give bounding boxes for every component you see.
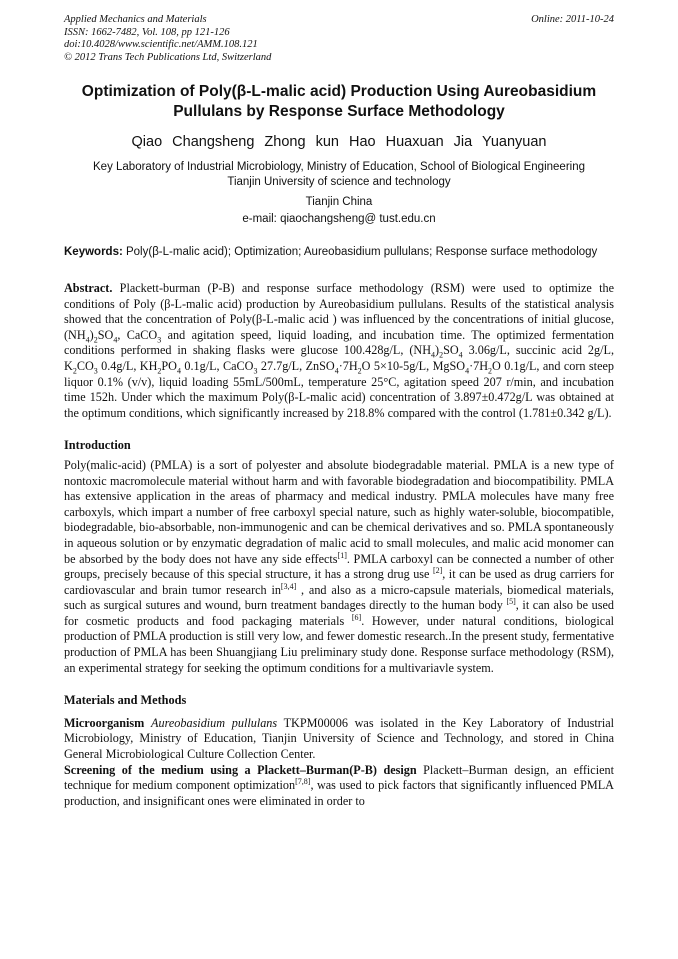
abstract-text: PO xyxy=(161,358,177,373)
abstract xyxy=(64,281,614,421)
citation: [3,4] xyxy=(280,581,297,591)
online-date: Online: 2011-10-24 xyxy=(531,14,614,25)
affiliation-line-1: Key Laboratory of Industrial Microbiology, Ministry of Education, School of Biological Engineering xyxy=(93,161,585,173)
subscript: 4 xyxy=(431,350,435,360)
keywords-text: Poly(β-L-malic acid); Optimization; Aureobasidium pullulans; Response surface methodology xyxy=(122,246,598,258)
subscript: 2 xyxy=(93,335,98,345)
author-list: Qiao Changsheng Zhong kun Hao Huaxuan Jia Yuanyuan xyxy=(131,134,547,150)
citation: [6] xyxy=(351,612,362,622)
journal-header xyxy=(64,14,614,64)
body-text: , it can also be used for cosmetic products and food packaging materials xyxy=(64,598,614,628)
section-heading-introduction: Introduction xyxy=(64,438,131,453)
subscript: 2 xyxy=(357,366,362,376)
microorganism-paragraph xyxy=(64,716,614,763)
subscript: 3 xyxy=(93,366,98,376)
issn-line: ISSN: 1662-7482, Vol. 108, pp 121-126 xyxy=(64,26,230,38)
abstract-text: O 5×10-5g/L, MgSO xyxy=(361,358,466,373)
body-text: Plackett–Burman design, an efficient technique for medium component optimization xyxy=(64,762,614,793)
abstract-text: ) xyxy=(89,327,94,342)
subscript: 2 xyxy=(488,366,493,376)
author-email: e-mail: qiaochangsheng@ tust.edu.cn xyxy=(242,213,436,225)
abstract-text: O 0.1g/L, and corn steep liquor 0.1% (v/v), liquid loading 55mL/500mL, temperature 25°C, agitation speed 207 r/min, and incubation time 152h. Under which the maximum Poly(β-L-malic acid) concentration of 3.897±0.472g/L was obtained at the optimum conditions, which significantly increased by 218.8% compared with the control (1.781±0.342 g/L). xyxy=(64,358,614,420)
body-text: . PMLA carboxyl can be connected a number of other groups, precisely because of this special structure, it has a strong drug use xyxy=(64,551,614,582)
subscript: 4 xyxy=(458,350,463,360)
body-text: , it can be used as drug carriers for cardiovascular and brain tumor research in xyxy=(64,567,615,597)
body-text: . However, under natural conditions, biological production of PMLA production is still very low, and fewer domestic research..In the present study, fermentative production of PMLA has been Shuangjiang Liu preliminary study done. Response surface methodology (RSM), an experimental strategy for seeking the optimum conditions for a multivariavle system. xyxy=(64,613,614,675)
abstract-text: ) xyxy=(435,343,440,358)
body-text: , was used to pick factors that significantly influenced PMLA production, and insignificant ones were eliminated in order to xyxy=(64,778,614,808)
body-text: , and also as a micro-capsule materials, biomedical materials, such as surgical sutures and wound, burn treatment bandages directly to the human body xyxy=(64,582,614,613)
affiliation xyxy=(64,160,614,190)
paper-title: Optimization of Poly(β-L-malic acid) Production Using Aureobasidium Pullulans by Response Surface Methodology xyxy=(81,83,597,120)
abstract-text: and agitation speed, liquid loading, and incubation time. The optimized fermentation conditions performed in shaking flasks were glucose 100.428g/L, (NH xyxy=(64,327,615,358)
doi-line: doi:10.4028/www.scientific.net/AMM.108.121 xyxy=(64,39,258,50)
citation: [2] xyxy=(432,566,443,576)
section-heading-methods: Materials and Methods xyxy=(64,693,187,708)
abstract-text: ·7H xyxy=(338,358,358,373)
abstract-text: 3.06g/L, succinic acid 2g/L, K xyxy=(64,343,614,373)
keywords-label: Keywords: xyxy=(64,246,123,258)
abstract-label: Abstract. xyxy=(64,281,113,295)
abstract-text: SO xyxy=(97,327,114,342)
microorganism-label: Microorganism xyxy=(64,715,145,730)
body-text: Poly(malic-acid) (PMLA) is a sort of polyester and absolute biodegradable material. PMLA is a new type of nontoxic macromolecule material without harm and with favorable biodegradation and biocompatibility. PMLA has extensive application in the areas of pharmacy and medical industry. PMLA molecules have many free carboxyls, which impart a number of free carboxyl special nature, such as highly water-soluble, biocompatible, biodegradable, bio-absorbable, non-immunogenic and can be chemical derivatives and so. PMLA spontaneously in aqueous solution or by enzymatic degradation of malic acid to small molecules, and malic acid monomer can be absorbed by the body does not have any side effects xyxy=(64,457,614,566)
body-text: TKPM00006 was isolated in the Key Laboratory of Industrial Microbiology, Ministry of Education, Tianjin University of Science and Technology, and stored in China General Microbiological Culture Collection Center. xyxy=(64,715,615,762)
journal-name: Applied Mechanics and Materials xyxy=(64,14,207,25)
abstract-text: 27.7g/L, ZnSO xyxy=(257,358,335,373)
citation: [7,8] xyxy=(295,777,311,787)
species-name: Aureobasidium pullulans xyxy=(151,715,278,730)
subscript: 3 xyxy=(253,366,258,376)
abstract-text: SO xyxy=(443,343,459,358)
abstract-text: 0.1g/L, CaCO xyxy=(180,358,254,373)
abstract-text: Plackett-burman (P-B) and response surface methodology (RSM) were used to optimize the conditions of Poly (β-L-malic acid) production by Aureobasidium pullulans. Results of the statistical analysis showed that the concentration of Poly(β-L-malic acid ) was influenced by the concentrations of initial glucose, (NH xyxy=(64,281,614,342)
affiliation-city: Tianjin China xyxy=(305,196,373,208)
affiliation-line-2: Tianjin University of science and technology xyxy=(227,176,451,188)
subscript: 4 xyxy=(85,335,90,345)
screening-label: Screening of the medium using a Plackett–Burman(P-B) design xyxy=(64,762,417,777)
subscript: 4 xyxy=(113,335,118,345)
abstract-text: , CaCO xyxy=(117,327,158,342)
copyright-line: © 2012 Trans Tech Publications Ltd, Switzerland xyxy=(64,51,272,63)
subscript: 2 xyxy=(439,350,444,360)
citation: [1] xyxy=(337,550,347,560)
subscript: 3 xyxy=(157,335,162,345)
introduction-paragraph xyxy=(64,458,614,676)
citation: [5] xyxy=(506,597,516,607)
screening-paragraph xyxy=(64,763,614,810)
keywords xyxy=(64,245,614,259)
abstract-text: CO xyxy=(76,358,94,373)
abstract-text: 0.4g/L, KH xyxy=(97,358,158,373)
subscript: 4 xyxy=(465,366,470,376)
subscript: 4 xyxy=(176,366,181,376)
subscript: 2 xyxy=(72,366,77,376)
subscript: 4 xyxy=(334,366,339,376)
abstract-text: ·7H xyxy=(469,358,489,373)
subscript: 2 xyxy=(157,366,162,376)
